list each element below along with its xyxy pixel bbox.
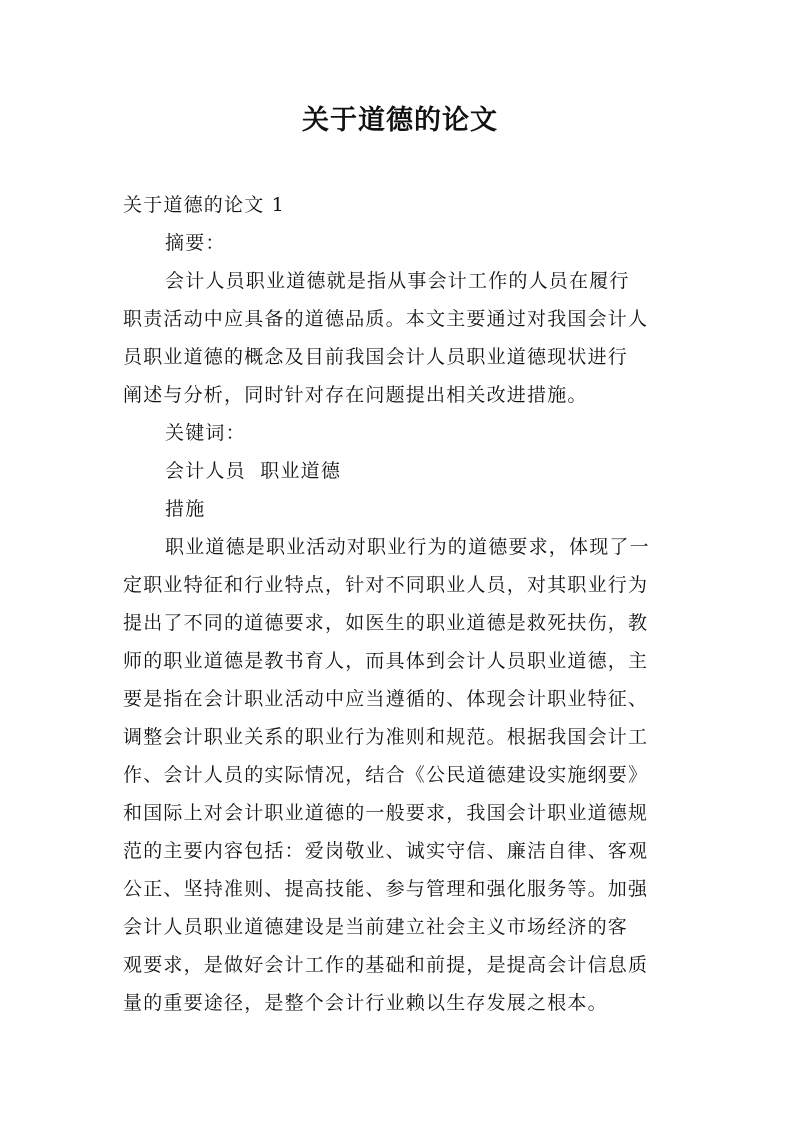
keywords-line: 会计人员 职业道德 xyxy=(165,460,342,482)
body-paragraph-line: 范的主要内容包括：爱岗敬业、诚实守信、廉洁自律、客观 xyxy=(123,840,649,862)
abstract-label: 摘要： xyxy=(165,232,226,254)
abstract-line: 职责活动中应具备的道德品质。本文主要通过对我国会计人 xyxy=(123,308,649,330)
keywords-label: 关键词： xyxy=(165,422,246,444)
body-paragraph-line: 和国际上对会计职业道德的一般要求，我国会计职业道德规 xyxy=(123,802,649,824)
abstract-line: 会计人员职业道德就是指从事会计工作的人员在履行 xyxy=(165,270,630,292)
body-paragraph-line: 观要求，是做好会计工作的基础和前提，是提高会计信息质 xyxy=(123,954,649,976)
section-heading: 关于道德的论文 1 xyxy=(123,194,285,216)
body-paragraph-line: 提出了不同的道德要求，如医生的职业道德是救死扶伤，教 xyxy=(123,612,649,634)
body-paragraph-line: 作、会计人员的实际情况，结合《公民道德建设实施纲要》 xyxy=(123,764,649,786)
body-paragraph-line: 师的职业道德是教书育人，而具体到会计人员职业道德，主 xyxy=(123,650,649,672)
body-paragraph-line: 会计人员职业道德建设是当前建立社会主义市场经济的客 xyxy=(123,916,629,938)
body-paragraph-line: 量的重要途径，是整个会计行业赖以生存发展之根本。 xyxy=(123,992,608,1014)
keywords-line: 措施 xyxy=(165,498,206,520)
body-paragraph-line: 职业道德是职业活动对职业行为的道德要求，体现了一 xyxy=(165,536,650,558)
body-paragraph-line: 要是指在会计职业活动中应当遵循的、体现会计职业特征、 xyxy=(123,688,649,710)
abstract-line: 员职业道德的概念及目前我国会计人员职业道德现状进行 xyxy=(123,346,629,368)
document-body xyxy=(123,186,678,1022)
document-title: 关于道德的论文 xyxy=(302,105,498,136)
abstract-line: 阐述与分析，同时针对存在问题提出相关改进措施。 xyxy=(123,384,588,406)
body-paragraph-line: 调整会计职业关系的职业行为准则和规范。根据我国会计工 xyxy=(123,726,649,748)
body-paragraph-line: 定职业特征和行业特点，针对不同职业人员，对其职业行为 xyxy=(123,574,649,596)
body-paragraph-line: 公正、坚持准则、提高技能、参与管理和强化服务等。加强 xyxy=(123,878,649,900)
